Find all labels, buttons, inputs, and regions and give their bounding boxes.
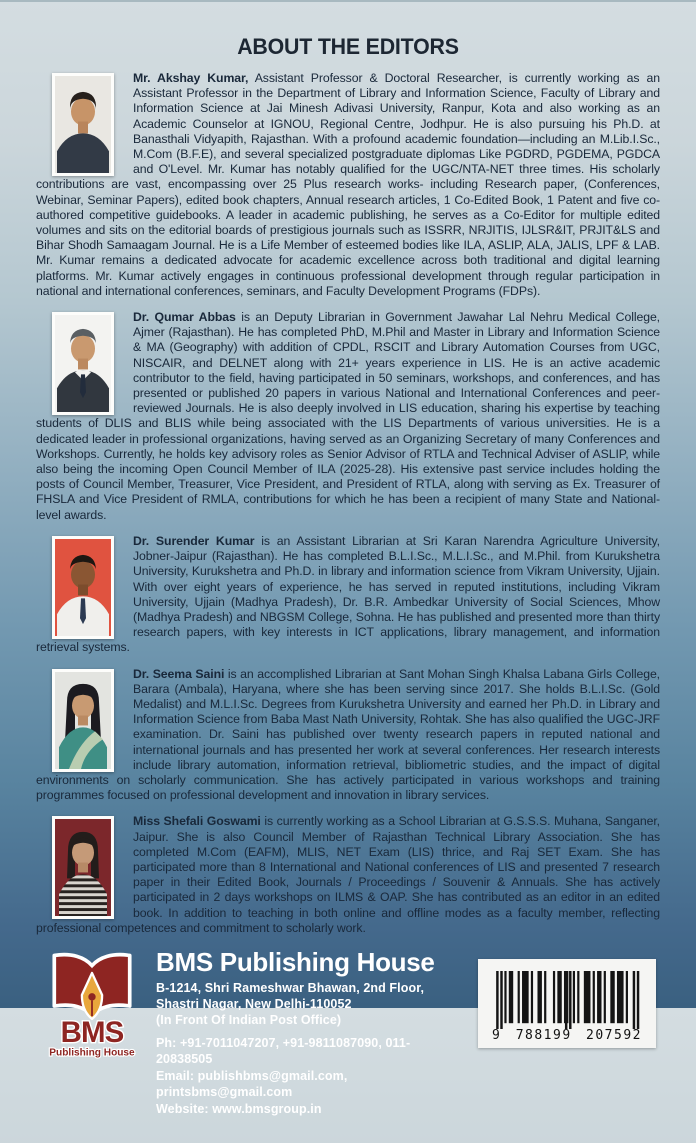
editor-name: Miss Shefali Goswami — [133, 814, 261, 829]
logo-acronym: BMS — [60, 1015, 124, 1049]
editor-bio-shefali-goswami — [36, 814, 660, 936]
publisher-email: Email: publishbms@gmail.com, printsbms@gmail.com — [156, 1068, 348, 1099]
logo-tagline: Publishing House — [49, 1047, 135, 1059]
editor-bios-section — [0, 71, 696, 947]
portrait-photo-icon — [55, 76, 111, 173]
portrait-photo-icon — [55, 315, 111, 412]
editor-bio-text: Dr. Surender Kumar is an Assistant Librarian at Sri Karan Narendra Agriculture University, Jobner-Jaipur (Rajasthan). He has completed B.L.I.Sc., M.L.I.Sc., and M.Phil. from Kurukshetra University, Kurukshetra and Ph.D. in library and information science from Vikram University, Ujjain. With over eight years of experience, he has served in reputed institutions, including Vikram University, Ujjain (Madhya Pradesh), Dr. B.R. Ambedkar University of Social Sciences, Mhow (Madhya Pradesh) and NBGSM College, Sohna. He has published and presented more than thirty research papers, with key interests in ICT applications, library management, and information retrieval systems. — [36, 533, 660, 655]
publisher-address-line3: (In Front Of Indian Post Office) — [156, 1012, 342, 1027]
editor-photo-shefali-goswami — [52, 816, 114, 919]
publisher-address-line2: Shastri Nagar, New Delhi-110052 — [156, 996, 352, 1011]
publisher-website: Website: www.bmsgroup.in — [156, 1101, 322, 1116]
editor-bio-akshay-kumar — [36, 71, 660, 299]
barcode-digits: 9 788199 207592 — [492, 1027, 642, 1043]
page-title: ABOUT THE EDITORS — [237, 34, 459, 59]
editor-photo-akshay-kumar — [52, 73, 114, 176]
editor-photo-seema-saini — [52, 669, 114, 772]
editor-name: Dr. Surender Kumar — [133, 533, 255, 548]
editor-bio-text: Miss Shefali Goswami is currently working as a School Librarian at G.S.S.S. Muhana, Sanganer, Jaipur. She is also Council Member of Rajasthan Technical Library Association. She has completed M.Com (EAFM), MLIS, NET Exam (LIS) thrice, and Raj SET Exam. She has participated more than 8 International and National conferences of LIS and presented 7 research paper in their Edited Book, Journals / Proceedings / Souvenir & Annuals. She has actively participated in 2 days workshops on ILMS & OAP. She has contributed as an editor in an edited book. In addition to teaching in both online and offline modes as a faculty member, reflecting professional competences and commitment to scholarly work. — [36, 814, 660, 935]
editor-photo-qumar-abbas — [52, 312, 114, 415]
editor-bio-text: Mr. Akshay Kumar, Assistant Professor & Doctoral Researcher, is currently working as an Assistant Professor in the Department of Library and Information Science, Faculty of Library and Information Science at Jai Minesh Adivasi University, Ranpur, Kota and also working as an Academic Counselor at IGNOU, Regional Centre, Jodhpur. He is also pursuing his Ph.D. at Banasthali Vidyapith, Rajasthan. With a profound academic foundation—including an M.Lib.I.Sc., M.Com (B.F.E), and several specialized postgraduate diplomas Like PGDRD, PGDEMA, PGDCA and O'Level. Mr. Kumar has notably qualified for the UGC/NTA-NET three times. His scholarly contributions are vast, encompassing over 25 Plus research works- including Research paper, (Conferences, Webinar, Seminar Papers), edited book chapters, Annual research articles, 1 Co-Edited Book, 1 Patent and five co-authored competitive guidebooks. A leader in academic publishing, he serves as a Co-Editor for multiple edited volumes and sits on the editorial boards of prestigious journals such as ISSRR, NRJITIS, IJLSR&IT, PRJIT&LS and Bihar Shodh Samaagam Journal. He is a Life Member of esteemed bodies like ILA, ASLIP, ALA, JALIS, LPF & LAB. Mr. Kumar remains a dedicated advocate for academic excellence across both traditional and digital learning platforms. Mr. Kumar actively engages in continuous professional development through regular participation in national and international conferences, seminars, and Faculty Development Programs (FDPs). — [36, 71, 660, 298]
editor-bio-text: Dr. Qumar Abbas is an Deputy Librarian in Government Jawahar Lal Nehru Medical College, Ajmer (Rajasthan). He has completed PhD, M.Phil and Master in Library and Information Science & MA (Geography) with addition of CPDL, RSCIT and Library Automation Courses from UGC, NISCAIR, and DELNET along with 21+ years experience in LIS. He is an active academic contributor to the field, having participated in 50 seminars, workshops, and conferences, and has presented or published 20 papers in various National and International Conferences and peer-reviewed Journals. He is also deeply involved in LIS education, sharing his expertise by teaching students of DLIS and BLIS while being associated with the LIS Departments of various universities. He is a dedicated leader in professional organizations, having served as an Organizing Secretary of many Conferences and Workshops. Currently, he holds key advisory roles as Senior Advisor of RTLA and Technical Adviser of ASLIP, while also being the incoming Open Council Member of ILA (2025-28). His extensive past service includes holding the posts of Council Member, Treasurer, Vice President, and President of RTLA, along with serving as Ex. Treasurer of FHSLA and Vice President of RMLA, contributions for which he has been a recipient of many State and National-level awards. — [36, 310, 660, 522]
portrait-photo-icon — [55, 672, 111, 769]
editor-bio-seema-saini — [36, 667, 660, 804]
editor-name: Dr. Qumar Abbas — [133, 310, 236, 325]
publisher-footer — [0, 947, 696, 1143]
publisher-info — [156, 947, 460, 1117]
editor-name: Dr. Seema Saini — [133, 666, 225, 681]
editor-name: Mr. Akshay Kumar, — [133, 71, 249, 85]
editor-bio-surender-kumar — [36, 534, 660, 656]
editor-photo-surender-kumar — [52, 536, 114, 639]
publisher-name: BMS Publishing House — [156, 946, 435, 977]
editor-bio-qumar-abbas — [36, 310, 660, 523]
publisher-address-line1: B-1214, Shri Rameshwar Bhawan, 2nd Floor, — [156, 980, 425, 995]
isbn-barcode — [478, 959, 656, 1048]
editor-bio-text: Dr. Seema Saini is an accomplished Librarian at Sant Mohan Singh Khalsa Labana Girls College, Barara (Ambala), Haryana, where she has been serving since 2017. She holds B.L.I.Sc. (Gold Medalist) and M.L.I.Sc. Degrees from Kurukshetra University and earned her Ph.D. in Library and Information Science from Baba Mast Nath University, Rohtak. She has also qualified the UGC-JRF examination. Dr. Saini has published over twenty research papers in reputed national and international journals and has presented her work at several conferences. Her research interests include library automation, information retrieval, bibliometric studies, and the impact of digital environments on scholarly communication. She has actively participated in various workshops and training programmes focused on professional development and innovation in library services. — [36, 666, 660, 803]
portrait-photo-icon — [55, 819, 111, 916]
portrait-photo-icon — [55, 539, 111, 636]
bms-publisher-logo-icon — [46, 949, 138, 1061]
publisher-phone: Ph: +91-7011047207, +91-9811087090, 011-20838505 — [156, 1035, 411, 1066]
